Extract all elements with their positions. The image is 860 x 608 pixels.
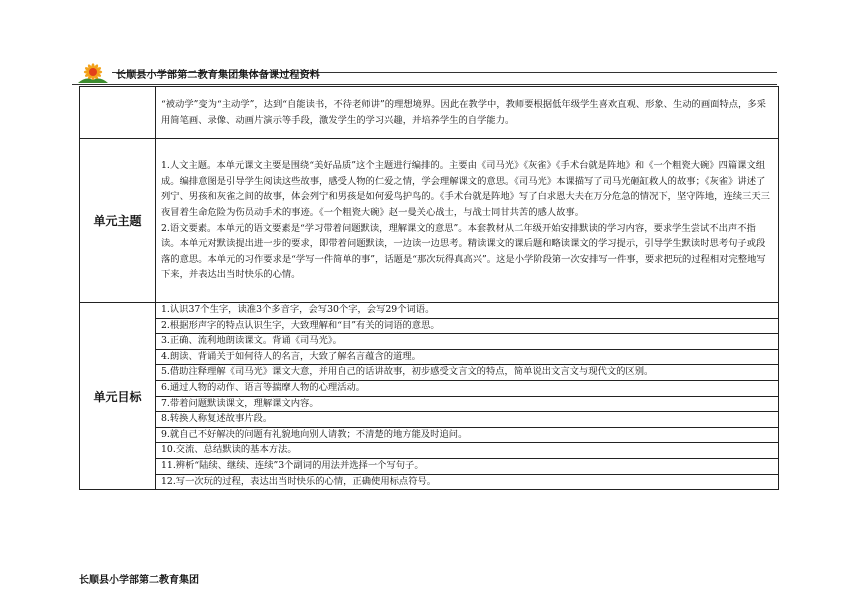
goal-item: 11.辨析“陆续、继续、连续”3个副词的用法并选择一个写句子。	[156, 459, 778, 475]
goal-item: 1.认识37个生字，读准3个多音字，会写30个字，会写29个词语。	[156, 303, 778, 319]
page-header	[72, 62, 777, 84]
goal-item: 5.借助注释理解《司马光》课文大意，并用自己的话讲故事，初步感受文言文的特点，简单说出文言文与现代文的区别。	[156, 365, 778, 381]
goal-item: 7.带着问题默读课文，理解课文内容。	[156, 397, 778, 413]
intro-row	[80, 87, 779, 139]
intro-text: “被动学”变为“主动学”，达到“自能读书，不待老师讲”的理想境界。因此在教学中，教师要根据低年级学生喜欢直观、形象、生动的画面特点，多采用简笔画、录像、动画片演示等手段，激发学生的学习兴趣，并培养学生的自学能力。	[156, 87, 779, 139]
sunflower-logo-icon	[74, 62, 112, 84]
goal-item: 9.就自己不好解决的问题有礼貌地向别人请教；不清楚的地方能及时追问。	[156, 428, 778, 444]
goal-item: 12.写一次玩的过程，表达出当时快乐的心情，正确使用标点符号。	[161, 475, 437, 487]
goal-item: 4.朗读、背诵关于如何待人的名言，大致了解名言蕴含的道理。	[156, 350, 778, 366]
goal-item: 3.正确、流利地朗读课文。背诵《司马光》。	[156, 334, 778, 350]
goal-item: 2.根据形声字的特点认识生字，大致理解和“目”有关的词语的意思。	[156, 319, 778, 335]
intro-label-cell	[80, 87, 156, 139]
header-bottom-rule	[72, 84, 777, 85]
footer-text: 长顺县小学部第二教育集团	[79, 575, 199, 586]
goal-item: 10.交流、总结默读的基本方法。	[156, 443, 778, 459]
goals-list	[156, 303, 779, 490]
theme-row	[80, 139, 779, 303]
theme-label: 单元主题	[80, 139, 156, 303]
lesson-plan-table	[79, 86, 779, 490]
goal-item: 8.转换人称复述故事片段。	[156, 412, 778, 428]
theme-paragraph-1: 1.人文主题。本单元课文主要是围绕“美好品质”这个主题进行编排的。主要由《司马光》《灰雀》《手术台就是阵地》和《一个粗瓷大碗》四篇课文组成。编排意图是引导学生阅读这些故事，感受人物的仁爱之情，学会理解课文的意思。《司马光》本课描写了司马光砸缸救人的故事；《灰雀》讲述了列宁、男孩和灰雀之间的故事，体会列宁和男孩是如何爱鸟护鸟的。《手术台就是阵地》写了白求恩大夫在万分危急的情况下，坚守阵地，连续三天三夜冒着生命危险为伤员动手术的事迹。《一个粗瓷大碗》赵一曼关心战士，与战士同甘共苦的感人故事。	[161, 160, 770, 218]
header-title: 长顺县小学部第二教育集团集体备课过程资料	[116, 70, 320, 81]
theme-content	[156, 139, 779, 303]
goals-label: 单元目标	[80, 303, 156, 490]
goal-item: 6.通过人物的动作、语言等揣摩人物的心理活动。	[156, 381, 778, 397]
goals-row	[80, 303, 779, 490]
theme-paragraph-2: 2.语文要素。本单元的语文要素是“学习带着问题默读，理解课文的意思”。本套教材从二年级开始安排默读的学习内容，要求学生尝试不出声不指读。本单元对默读提出进一步的要求，即带着问题默读，一边读一边思考。精读课文的课后题和略读课文的学习提示，引导学生默读时思考句子或段落的意思。本单元的习作要求是“学写一件简单的事”，话题是“那次玩得真高兴”。这是小学阶段第一次安排写一件事，要求把玩的过程相对完整地写下来，并表达出当时快乐的心情。	[161, 222, 766, 281]
